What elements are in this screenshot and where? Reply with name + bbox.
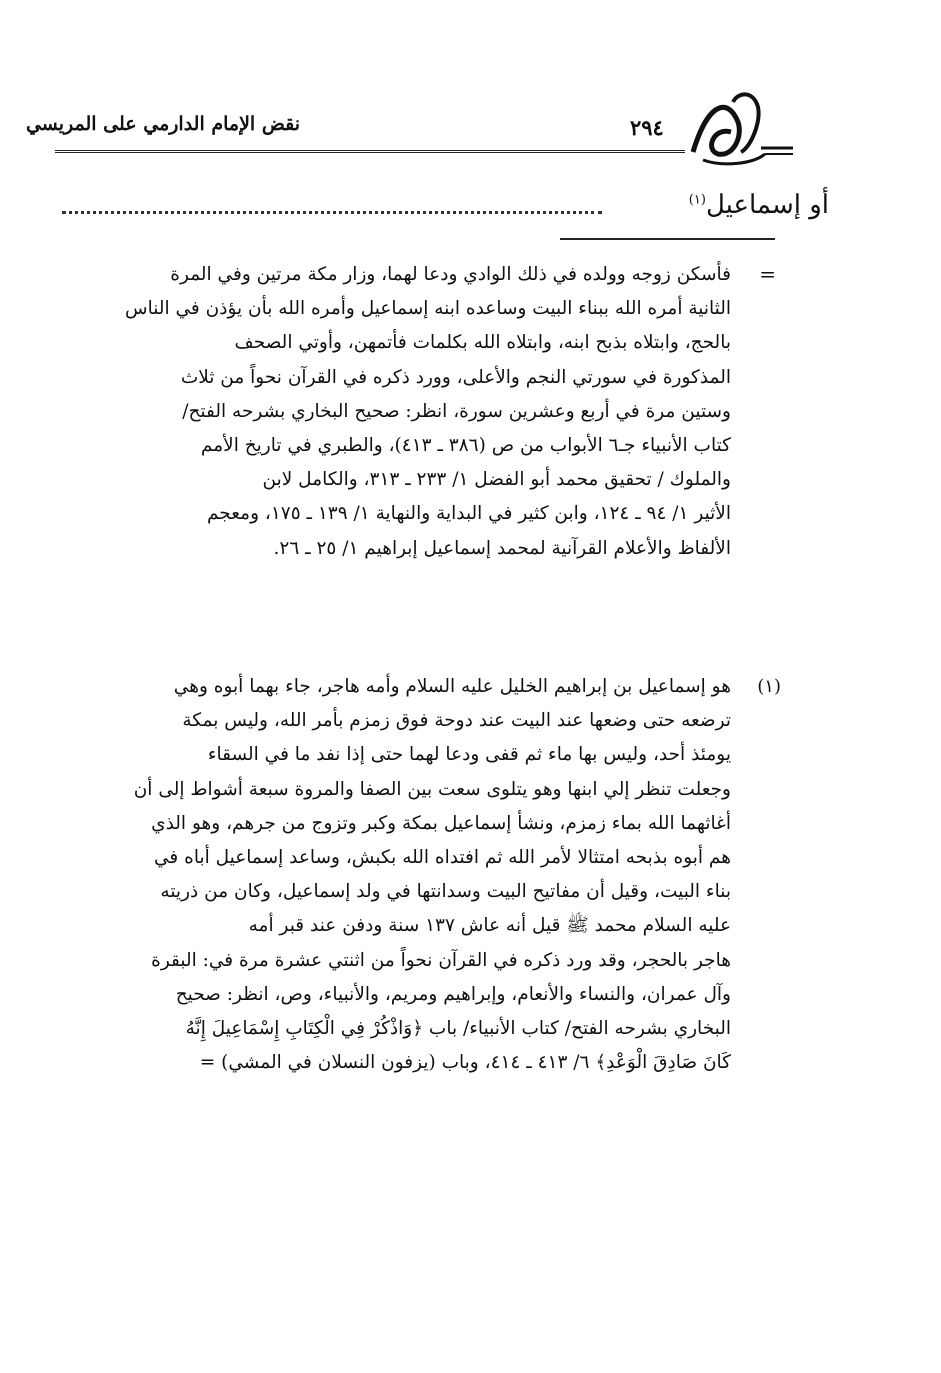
continuation-marker: = (759, 262, 776, 286)
footnote-ref: (١) (688, 192, 706, 208)
footnote-line: بناء البيت، وقيل أن مفاتيح البيت وسدانتها في ولد إسماعيل، وكان من ذريته (160, 881, 731, 903)
header-rule (55, 150, 685, 153)
footnote-line: أغاثهما الله بماء زمزم، ونشأ إسماعيل بمكة وكبر وتزوج من جرهم، وهو الذي (151, 812, 731, 834)
footnote-line: المذكورة في سورتي النجم والأعلى، وورد ذكره في القرآن نحواً من ثلاث (180, 366, 731, 388)
footnote-separator (560, 238, 775, 240)
footnote-line: الأثير ١/ ٩٤ ـ ١٢٤، وابن كثير في البداية والنهاية ١/ ١٣٩ ـ ١٧٥، ومعجم (206, 503, 731, 525)
footnote-line: فأسكن زوجه وولده في ذلك الوادي ودعا لهما، وزار مكة مرتين وفي المرة (170, 264, 731, 285)
footnote-line: هو إسماعيل بن إبراهيم الخليل عليه السلام وأمه هاجر، جاء بهما أبوه وهي (173, 676, 731, 697)
footnote-line: والملوك / تحقيق محمد أبو الفضل ١/ ٢٣٣ ـ ٣١٣، والكامل لابن (262, 469, 731, 491)
page-number: ٢٩٤ (630, 115, 664, 140)
ornament-icon (683, 82, 793, 172)
footnote-line: الألفاظ والأعلام القرآنية لمحمد إسماعيل إبراهيم ١/ ٢٥ ـ ٢٦. (273, 537, 731, 559)
footnote-line: وآل عمران، والنساء والأنعام، وإبراهيم ومريم، والأنبياء، وص، انظر: صحيح (175, 983, 731, 1005)
footnote-line: البخاري بشرحه الفتح/ كتاب الأنبياء/ باب ﴿وَاذْكُرْ فِي الْكِتَابِ إِسْمَاعِيلَ إِنَّهُ (185, 1018, 731, 1040)
footnote-line: وجعلت تنظر إلي ابنها وهو يتلوى سعت بين الصفا والمروة سبعة أشواط إلى أن (133, 778, 731, 800)
footnote-line: الثانية أمره الله ببناء البيت وساعده ابنه إسماعيل وأمره الله بأن يؤذن في الناس (125, 298, 731, 320)
main-text-line (689, 190, 829, 220)
footnote-continuation (61, 258, 731, 566)
footnote-line: كتاب الأنبياء جـ٦ الأبواب من ص (٣٨٦ ـ ٤١٣)، والطبري في تاريخ الأمم (200, 435, 731, 457)
dotted-leader (62, 197, 602, 214)
footnote-line: وستين مرة في أربع وعشرين سورة، انظر: صحيح البخاري بشرحه الفتح/ (182, 400, 731, 422)
footnote-line: عليه السلام محمد ﷺ قيل أنه عاش ١٣٧ سنة ودفن عند قبر أمه (248, 915, 731, 937)
footnote-line: يومئذ أحد، وليس بها ماء ثم قفى ودعا لهما حتى إذا نفد ما في السقاء (207, 744, 731, 766)
book-title: نقض الإمام الدارمي على المريسي (25, 113, 300, 135)
footnote-line: كَانَ صَادِقَ الْوَعْدِ﴾ ٦/ ٤١٣ ـ ٤١٤، وباب (يزفون النسلان في المشي) = (199, 1052, 731, 1074)
footnote-line: هم أبوه بذبحه امتثالا لأمر الله ثم افتداه الله بكبش، وساعد إسماعيل أباه في (153, 847, 731, 869)
running-header (25, 95, 770, 155)
footnote-line: بالحج، وابتلاه بذبح ابنه، وابتلاه الله بكلمات فأتمهن، وأوتي الصحف (234, 332, 731, 354)
footnote-line: هاجر بالحجر، وقد ورد ذكره في القرآن نحواً من اثنتي عشرة مرة في: البقرة (151, 949, 731, 971)
footnote-line: ترضعه حتى وضعها عند البيت عند دوحة فوق زمزم بأمر الله، وليس بمكة (182, 710, 731, 732)
main-text: أو إسماعيل (705, 190, 829, 220)
footnote-1-marker: (١) (757, 676, 781, 697)
footnote-1 (61, 670, 731, 1080)
